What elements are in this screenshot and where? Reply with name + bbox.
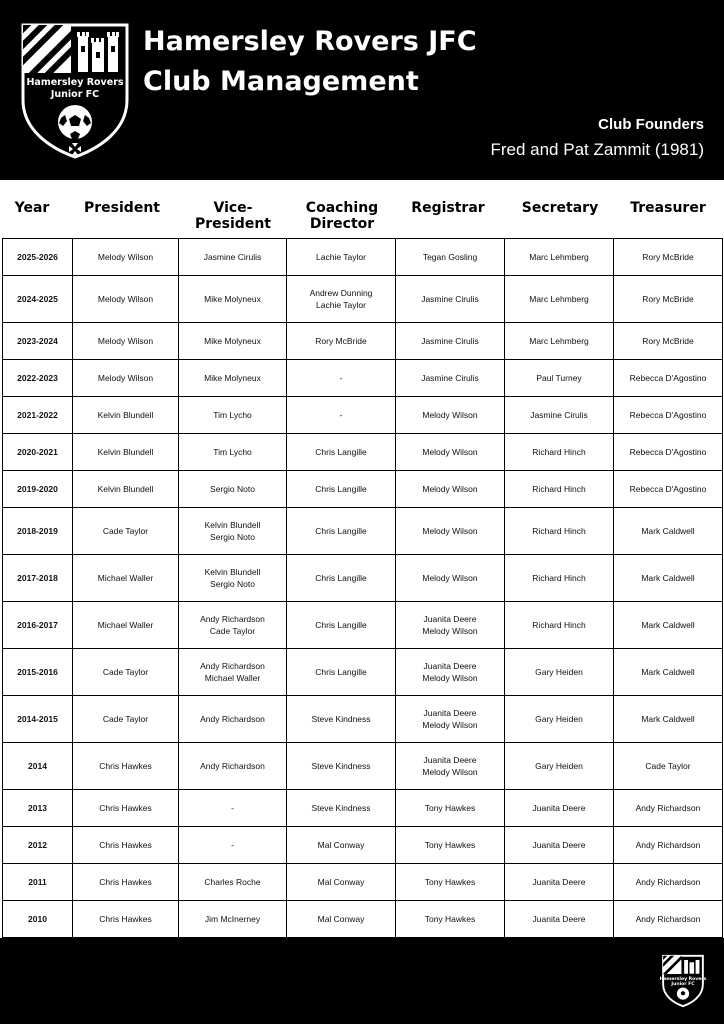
year-cell: 2017-2018 bbox=[3, 555, 73, 602]
table-row bbox=[3, 790, 723, 827]
vice-president-cell-line: Andy Richardson bbox=[200, 761, 265, 771]
coaching-director-cell bbox=[287, 827, 396, 864]
founders-label: Club Founders bbox=[598, 116, 704, 133]
secretary-cell: Gary Heiden bbox=[505, 696, 614, 743]
registrar-cell bbox=[396, 239, 505, 276]
vice-president-cell-line: - bbox=[231, 840, 234, 850]
vice-president-cell bbox=[179, 239, 287, 276]
coaching-director-cell bbox=[287, 323, 396, 360]
treasurer-cell: Rory McBride bbox=[614, 323, 723, 360]
secretary-cell: Juanita Deere bbox=[505, 827, 614, 864]
coaching-director-cell bbox=[287, 360, 396, 397]
treasurer-cell: Rebecca D'Agostino bbox=[614, 471, 723, 508]
vice-president-cell-line: Charles Roche bbox=[204, 877, 261, 887]
coaching-director-cell-line: Steve Kindness bbox=[311, 714, 371, 724]
registrar-cell-line: Melody Wilson bbox=[422, 526, 478, 536]
coaching-director-cell-line: - bbox=[339, 373, 343, 383]
secretary-cell: Richard Hinch bbox=[505, 471, 614, 508]
year-cell: 2015-2016 bbox=[3, 649, 73, 696]
title-line-club: Hamersley Rovers JFC bbox=[143, 26, 477, 57]
registrar-cell-line: Tegan Gosling bbox=[422, 252, 478, 262]
year-cell: 2016-2017 bbox=[3, 602, 73, 649]
vice-president-cell bbox=[179, 471, 287, 508]
coaching-director-cell-line: - bbox=[339, 410, 343, 420]
table-row bbox=[3, 602, 723, 649]
president-cell: Cade Taylor bbox=[73, 508, 179, 555]
svg-text:Junior FC: Junior FC bbox=[50, 89, 100, 100]
president-cell: Chris Hawkes bbox=[73, 790, 179, 827]
vice-president-cell-line: Mike Molyneux bbox=[204, 336, 261, 346]
treasurer-cell: Cade Taylor bbox=[614, 743, 723, 790]
president-cell: Chris Hawkes bbox=[73, 901, 179, 938]
table-row bbox=[3, 276, 723, 323]
registrar-cell-line: Juanita Deere bbox=[423, 614, 477, 624]
table-row bbox=[3, 555, 723, 602]
vice-president-cell bbox=[179, 508, 287, 555]
year-cell: 2012 bbox=[3, 827, 73, 864]
registrar-cell-line: Jasmine Cirulis bbox=[421, 373, 479, 383]
year-cell: 2014 bbox=[3, 743, 73, 790]
registrar-cell-line: Tony Hawkes bbox=[424, 840, 476, 850]
secretary-cell: Richard Hinch bbox=[505, 555, 614, 602]
registrar-cell bbox=[396, 276, 505, 323]
vice-president-cell-line: Tim Lycho bbox=[213, 447, 252, 457]
coaching-director-cell bbox=[287, 555, 396, 602]
column-header-treasurer: Treasurer bbox=[630, 200, 706, 216]
treasurer-cell: Rory McBride bbox=[614, 276, 723, 323]
vice-president-cell bbox=[179, 743, 287, 790]
secretary-cell: Jasmine Cirulis bbox=[505, 397, 614, 434]
president-cell: Kelvin Blundell bbox=[73, 434, 179, 471]
coaching-director-cell-line: Andrew Dunning bbox=[309, 288, 373, 298]
vice-president-cell-line: - bbox=[231, 803, 234, 813]
vice-president-cell bbox=[179, 649, 287, 696]
coaching-director-cell-line: Mal Conway bbox=[317, 840, 365, 850]
vice-president-cell-line: Sergio Noto bbox=[210, 484, 255, 494]
coaching-director-cell-line: Chris Langille bbox=[315, 526, 367, 536]
table-row bbox=[3, 397, 723, 434]
coaching-director-cell bbox=[287, 649, 396, 696]
president-cell: Melody Wilson bbox=[73, 276, 179, 323]
coaching-director-cell bbox=[287, 602, 396, 649]
year-cell: 2011 bbox=[3, 864, 73, 901]
coaching-director-cell-line: Chris Langille bbox=[315, 484, 367, 494]
president-cell: Chris Hawkes bbox=[73, 743, 179, 790]
treasurer-cell: Andy Richardson bbox=[614, 827, 723, 864]
president-cell: Cade Taylor bbox=[73, 649, 179, 696]
coaching-director-cell bbox=[287, 864, 396, 901]
registrar-cell-line: Tony Hawkes bbox=[424, 877, 476, 887]
vice-president-cell-line: Andy Richardson bbox=[200, 614, 265, 624]
treasurer-cell: Rebecca D'Agostino bbox=[614, 397, 723, 434]
treasurer-cell: Rebecca D'Agostino bbox=[614, 360, 723, 397]
registrar-cell bbox=[396, 508, 505, 555]
treasurer-cell: Rory McBride bbox=[614, 239, 723, 276]
coaching-director-cell-line: Mal Conway bbox=[317, 914, 365, 924]
vice-president-cell bbox=[179, 276, 287, 323]
secretary-cell: Richard Hinch bbox=[505, 508, 614, 555]
vice-president-cell-line: Kelvin Blundell bbox=[204, 567, 261, 577]
registrar-cell-line: Melody Wilson bbox=[422, 626, 478, 636]
registrar-cell bbox=[396, 397, 505, 434]
vice-president-cell-line: Sergio Noto bbox=[210, 532, 255, 542]
secretary-cell: Marc Lehmberg bbox=[505, 323, 614, 360]
treasurer-cell: Andy Richardson bbox=[614, 790, 723, 827]
treasurer-cell: Mark Caldwell bbox=[614, 602, 723, 649]
year-cell: 2014-2015 bbox=[3, 696, 73, 743]
year-cell: 2018-2019 bbox=[3, 508, 73, 555]
column-header-vice-president: Vice-President bbox=[195, 200, 271, 232]
coaching-director-cell bbox=[287, 397, 396, 434]
president-cell: Cade Taylor bbox=[73, 696, 179, 743]
vice-president-cell-line: Andy Richardson bbox=[200, 714, 265, 724]
president-cell: Kelvin Blundell bbox=[73, 397, 179, 434]
registrar-cell bbox=[396, 434, 505, 471]
table-row bbox=[3, 239, 723, 276]
registrar-cell-line: Tony Hawkes bbox=[424, 914, 476, 924]
president-cell: Melody Wilson bbox=[73, 239, 179, 276]
management-table-body bbox=[3, 239, 723, 938]
year-cell: 2013 bbox=[3, 790, 73, 827]
svg-text:Hamersley Rovers: Hamersley Rovers bbox=[659, 976, 707, 982]
secretary-cell: Marc Lehmberg bbox=[505, 239, 614, 276]
vice-president-cell bbox=[179, 696, 287, 743]
year-cell: 2024-2025 bbox=[3, 276, 73, 323]
registrar-cell-line: Juanita Deere bbox=[423, 661, 477, 671]
svg-text:Hamersley Rovers: Hamersley Rovers bbox=[26, 77, 124, 88]
coaching-director-cell bbox=[287, 901, 396, 938]
coaching-director-cell bbox=[287, 276, 396, 323]
secretary-cell: Gary Heiden bbox=[505, 649, 614, 696]
coaching-director-cell-line: Chris Langille bbox=[315, 620, 367, 630]
registrar-cell-line: Jasmine Cirulis bbox=[421, 294, 479, 304]
registrar-cell bbox=[396, 555, 505, 602]
vice-president-cell-line: Cade Taylor bbox=[209, 626, 256, 636]
coaching-director-cell bbox=[287, 434, 396, 471]
registrar-cell bbox=[396, 649, 505, 696]
vice-president-cell bbox=[179, 555, 287, 602]
registrar-cell-line: Juanita Deere bbox=[423, 708, 477, 718]
coaching-director-cell-line: Lachie Taylor bbox=[316, 300, 366, 310]
registrar-cell-line: Melody Wilson bbox=[422, 673, 478, 683]
coaching-director-cell bbox=[287, 790, 396, 827]
registrar-cell-line: Melody Wilson bbox=[422, 484, 478, 494]
registrar-cell bbox=[396, 360, 505, 397]
year-cell: 2010 bbox=[3, 901, 73, 938]
secretary-cell: Juanita Deere bbox=[505, 864, 614, 901]
coaching-director-cell bbox=[287, 239, 396, 276]
vice-president-cell-line: Mike Molyneux bbox=[204, 373, 261, 383]
vice-president-cell bbox=[179, 602, 287, 649]
treasurer-cell: Andy Richardson bbox=[614, 901, 723, 938]
registrar-cell bbox=[396, 901, 505, 938]
vice-president-cell-line: Andy Richardson bbox=[200, 661, 265, 671]
treasurer-cell: Mark Caldwell bbox=[614, 508, 723, 555]
registrar-cell bbox=[396, 790, 505, 827]
secretary-cell: Richard Hinch bbox=[505, 602, 614, 649]
vice-president-cell-line: Michael Waller bbox=[204, 673, 261, 683]
president-cell: Chris Hawkes bbox=[73, 827, 179, 864]
table-row bbox=[3, 901, 723, 938]
vice-president-cell-line: Tim Lycho bbox=[213, 410, 252, 420]
table-row bbox=[3, 649, 723, 696]
footer-crest-logo bbox=[659, 954, 707, 1008]
year-cell: 2023-2024 bbox=[3, 323, 73, 360]
management-table bbox=[2, 238, 723, 938]
treasurer-cell: Andy Richardson bbox=[614, 864, 723, 901]
registrar-cell-line: Juanita Deere bbox=[423, 755, 477, 765]
vice-president-cell-line: Mike Molyneux bbox=[204, 294, 261, 304]
title-line-management: Club Management bbox=[143, 66, 419, 97]
club-crest-logo bbox=[20, 22, 130, 160]
president-cell: Michael Waller bbox=[73, 602, 179, 649]
year-cell: 2020-2021 bbox=[3, 434, 73, 471]
year-cell: 2021-2022 bbox=[3, 397, 73, 434]
table-row bbox=[3, 827, 723, 864]
president-cell: Melody Wilson bbox=[73, 323, 179, 360]
svg-text:Junior FC: Junior FC bbox=[671, 982, 695, 988]
registrar-cell-line: Melody Wilson bbox=[422, 767, 478, 777]
column-header-president: President bbox=[84, 200, 160, 216]
registrar-cell-line: Melody Wilson bbox=[422, 447, 478, 457]
registrar-cell-line: Jasmine Cirulis bbox=[421, 336, 479, 346]
registrar-cell bbox=[396, 743, 505, 790]
vice-president-cell bbox=[179, 323, 287, 360]
column-header-registrar: Registrar bbox=[411, 200, 485, 216]
vice-president-cell bbox=[179, 360, 287, 397]
coaching-director-cell bbox=[287, 471, 396, 508]
table-row bbox=[3, 471, 723, 508]
table-row bbox=[3, 696, 723, 743]
registrar-cell bbox=[396, 696, 505, 743]
registrar-cell-line: Melody Wilson bbox=[422, 410, 478, 420]
president-cell: Melody Wilson bbox=[73, 360, 179, 397]
management-sheet bbox=[0, 180, 724, 938]
registrar-cell bbox=[396, 864, 505, 901]
page-title bbox=[143, 22, 477, 102]
column-header-secretary: Secretary bbox=[521, 200, 599, 216]
table-row bbox=[3, 508, 723, 555]
table-row bbox=[3, 360, 723, 397]
treasurer-cell: Rebecca D'Agostino bbox=[614, 434, 723, 471]
registrar-cell-line: Tony Hawkes bbox=[424, 803, 476, 813]
table-row bbox=[3, 434, 723, 471]
secretary-cell: Marc Lehmberg bbox=[505, 276, 614, 323]
vice-president-cell bbox=[179, 901, 287, 938]
vice-president-cell bbox=[179, 790, 287, 827]
secretary-cell: Juanita Deere bbox=[505, 790, 614, 827]
treasurer-cell: Mark Caldwell bbox=[614, 696, 723, 743]
coaching-director-cell-line: Steve Kindness bbox=[311, 803, 371, 813]
secretary-cell: Gary Heiden bbox=[505, 743, 614, 790]
vice-president-cell-line: Sergio Noto bbox=[210, 579, 255, 589]
president-cell: Chris Hawkes bbox=[73, 864, 179, 901]
year-cell: 2019-2020 bbox=[3, 471, 73, 508]
vice-president-cell bbox=[179, 864, 287, 901]
coaching-director-cell-line: Chris Langille bbox=[315, 667, 367, 677]
page-header bbox=[0, 0, 724, 180]
vice-president-cell bbox=[179, 397, 287, 434]
coaching-director-cell bbox=[287, 508, 396, 555]
column-header-coaching-director: Coaching Director bbox=[305, 200, 379, 232]
column-headers bbox=[0, 180, 724, 238]
vice-president-cell-line: Kelvin Blundell bbox=[204, 520, 261, 530]
coaching-director-cell bbox=[287, 696, 396, 743]
president-cell: Kelvin Blundell bbox=[73, 471, 179, 508]
registrar-cell-line: Melody Wilson bbox=[422, 573, 478, 583]
coaching-director-cell-line: Steve Kindness bbox=[311, 761, 371, 771]
vice-president-cell bbox=[179, 827, 287, 864]
vice-president-cell-line: Jasmine Cirulis bbox=[203, 252, 262, 262]
registrar-cell bbox=[396, 471, 505, 508]
secretary-cell: Paul Turney bbox=[505, 360, 614, 397]
registrar-cell bbox=[396, 602, 505, 649]
table-row bbox=[3, 864, 723, 901]
vice-president-cell bbox=[179, 434, 287, 471]
coaching-director-cell-line: Mal Conway bbox=[317, 877, 365, 887]
coaching-director-cell-line: Lachie Taylor bbox=[316, 252, 366, 262]
table-row bbox=[3, 743, 723, 790]
president-cell: Michael Waller bbox=[73, 555, 179, 602]
column-header-year: Year bbox=[14, 200, 50, 216]
vice-president-cell-line: Jim McInerney bbox=[204, 914, 261, 924]
treasurer-cell: Mark Caldwell bbox=[614, 649, 723, 696]
registrar-cell bbox=[396, 827, 505, 864]
treasurer-cell: Mark Caldwell bbox=[614, 555, 723, 602]
year-cell: 2025-2026 bbox=[3, 239, 73, 276]
registrar-cell bbox=[396, 323, 505, 360]
founders-text: Fred and Pat Zammit (1981) bbox=[490, 140, 704, 159]
secretary-cell: Juanita Deere bbox=[505, 901, 614, 938]
coaching-director-cell-line: Chris Langille bbox=[315, 573, 367, 583]
coaching-director-cell-line: Chris Langille bbox=[315, 447, 367, 457]
year-cell: 2022-2023 bbox=[3, 360, 73, 397]
secretary-cell: Richard Hinch bbox=[505, 434, 614, 471]
registrar-cell-line: Melody Wilson bbox=[422, 720, 478, 730]
coaching-director-cell-line: Rory McBride bbox=[315, 336, 367, 346]
coaching-director-cell bbox=[287, 743, 396, 790]
table-row bbox=[3, 323, 723, 360]
